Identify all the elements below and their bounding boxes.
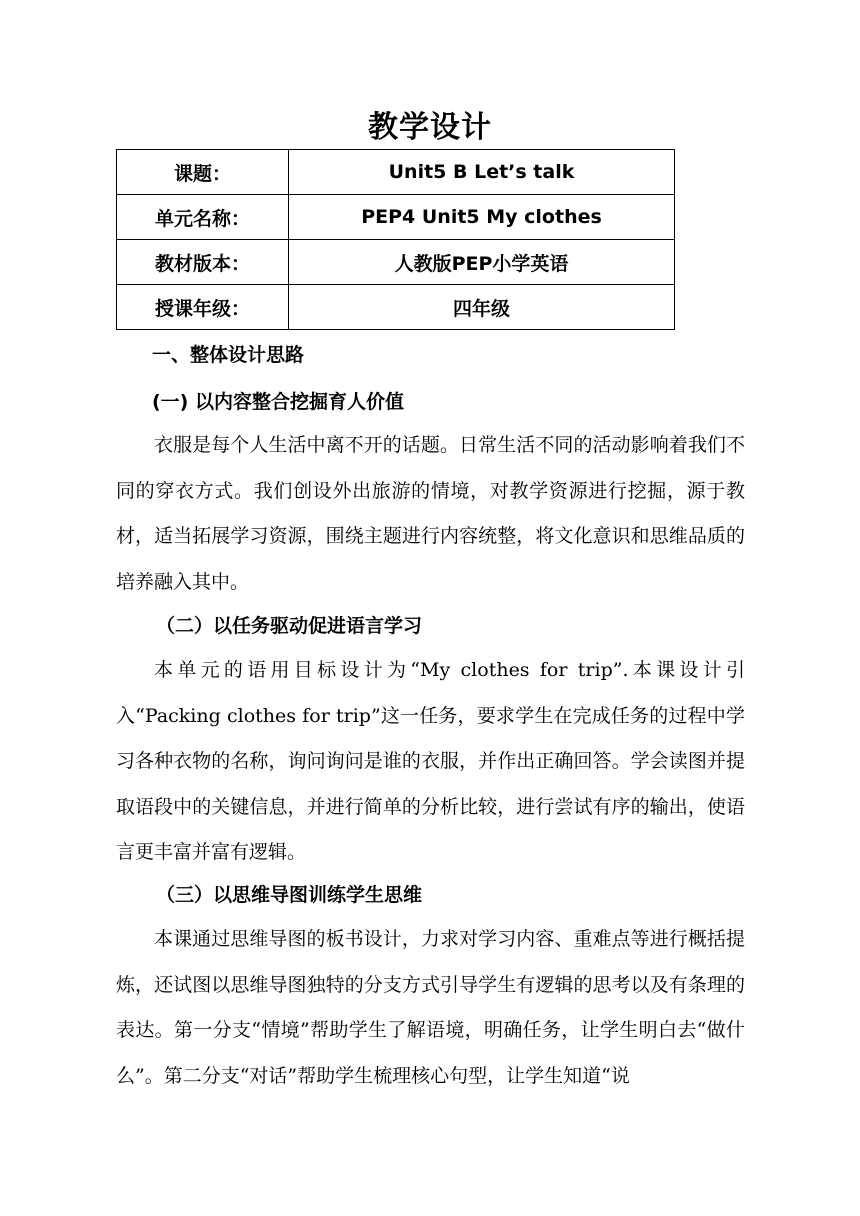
info-label: 教材版本： <box>117 240 289 285</box>
info-label: 单元名称： <box>117 195 289 240</box>
lesson-info-table <box>116 149 675 330</box>
info-value: Unit5 B Let’s talk <box>289 150 675 195</box>
info-label: 课题： <box>117 150 289 195</box>
section-heading: 一、整体设计思路 <box>152 344 305 366</box>
subsection-heading: (一) 以内容整合挖掘育人价值 <box>152 391 404 413</box>
table-row <box>117 285 675 330</box>
info-value: PEP4 Unit5 My clothes <box>289 195 675 240</box>
body-paragraph: 本课通过思维导图的板书设计，力求对学习内容、重难点等进行概括提炼，还试图以思维导图独特的分支方式引导学生有逻辑的思考以及有条理的表达。第一分支“情境”帮助学生了解语境，明确任务，让学生明白去“做什么”。第二分支“对话”帮助学生梳理核心句型，让学生知道“说 <box>116 928 745 1087</box>
subsection-heading: （三）以思维导图训练学生思维 <box>156 884 423 906</box>
table-row <box>117 195 675 240</box>
info-value: 四年级 <box>289 285 675 330</box>
body-paragraph: 衣服是每个人生活中离不开的话题。日常生活不同的活动影响着我们不同的穿衣方式。我们创设外出旅游的情境，对教学资源进行挖掘，源于教材，适当拓展学习资源，围绕主题进行内容统整，将文化意识和思维品质的培养融入其中。 <box>116 434 745 593</box>
table-row <box>117 150 675 195</box>
document-title: 教学设计 <box>368 110 492 145</box>
table-row <box>117 240 675 285</box>
body-paragraph: 本单元的语用目标设计为“My clothes for trip”.本课设计引入“Packing clothes for trip”这一任务，要求学生在完成任务的过程中学习各种衣物的名称，询问询问是谁的衣服，并作出正确回答。学会读图并提取语段中的关键信息，并进行简单的分析比较，进行尝试有序的输出，使语言更丰富并富有逻辑。 <box>116 659 745 863</box>
info-value: 人教版PEP小学英语 <box>289 240 675 285</box>
subsection-heading: （二）以任务驱动促进语言学习 <box>156 615 423 637</box>
info-label: 授课年级： <box>117 285 289 330</box>
